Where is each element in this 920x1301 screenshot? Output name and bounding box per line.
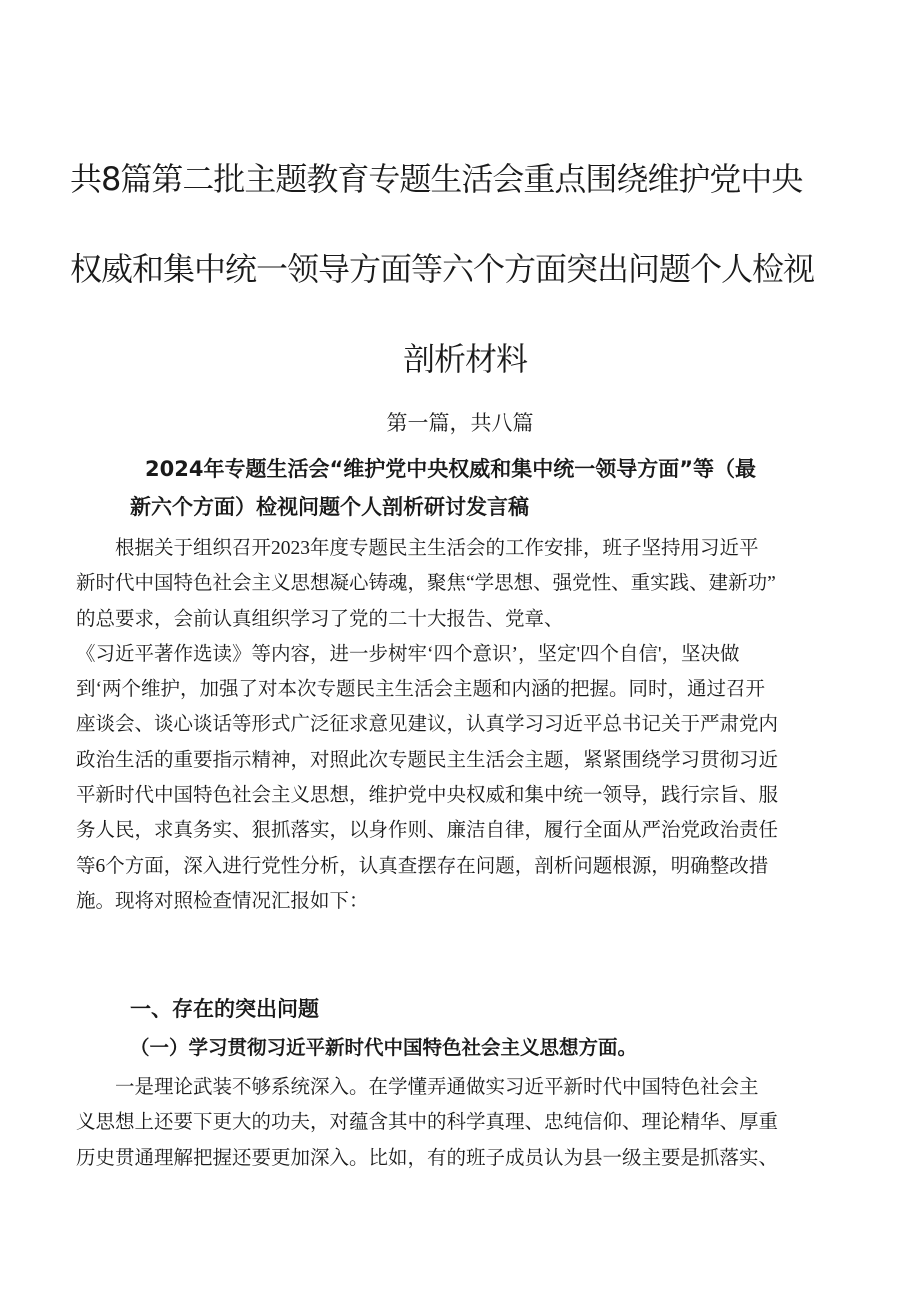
- text-line: 历史贯通理解把握还要更加深入。比如，有的班子成员认为县一级主要是抓落实、: [76, 1147, 779, 1169]
- section-heading-1: 一、存在的突出问题: [130, 997, 319, 1021]
- text-line: 根据关于组织召开2023年度专题民主生活会的工作安排，班子坚持用习近平: [76, 538, 759, 559]
- text-line: 到‘两个维护，加强了对本次专题民主生活会主题和内涵的把握。同时，通过召开: [76, 679, 765, 701]
- intro-paragraph: [76, 531, 866, 919]
- text-line: 的总要求，会前认真组织学习了党的二十大报告、党章、: [76, 608, 564, 630]
- title-line-1: 共8篇第二批主题教育专题生活会重点围绕维护党中央: [70, 160, 803, 198]
- article-subtitle: [130, 450, 870, 526]
- part-label: 第一篇，共八篇: [386, 411, 534, 435]
- subsection-heading-1: （一）学习贯彻习近平新时代中国特色社会主义思想方面。: [130, 1038, 638, 1059]
- text-line: 一是理论武装不够系统深入。在学懂弄通做实习近平新时代中国特色社会主: [76, 1077, 759, 1098]
- text-line: 《习近平著作选读》等内容，进一步树牢‘四个意识’，坚定'四个自信'，坚决做: [76, 643, 740, 665]
- document-title: [70, 134, 860, 404]
- text-line: 务人民，求真务实、狠抓落实，以身作则、廉洁自律，履行全面从严治党政治责任: [76, 820, 779, 842]
- body-paragraph: [76, 1070, 866, 1176]
- text-line: 座谈会、谈心谈话等形式广泛征求意见建议，认真学习习近平总书记关于严肃党内: [76, 714, 779, 736]
- text-line: 等6个方面，深入进行党性分析，认真查摆存在问题，剖析问题根源，明确整改措: [76, 855, 769, 877]
- title-line-3: 剖析材料: [402, 340, 527, 378]
- text-line: 新时代中国特色社会主义思想凝心铸魂，聚焦“学思想、强党性、重实践、建新功”: [76, 573, 776, 595]
- text-line: 施。现将对照检查情况汇报如下：: [76, 890, 369, 912]
- subtitle-line-2: 新六个方面）检视问题个人剖析研讨发言稿: [130, 495, 529, 519]
- text-line: 平新时代中国特色社会主义思想，维护党中央权威和集中统一领导，践行宗旨、服: [76, 785, 779, 807]
- text-line: 义思想上还要下更大的功夫，对蕴含其中的科学真理、忠纯信仰、理论精华、厚重: [76, 1112, 779, 1134]
- title-line-2: 权威和集中统一领导方面等六个方面突出问题个人检视: [70, 250, 815, 288]
- subtitle-line-1: 2024年专题生活会“维护党中央权威和集中统一领导方面”等（最: [145, 457, 757, 481]
- text-line: 政治生活的重要指示精神，对照此次专题民主生活会主题，紧紧围绕学习贯彻习近: [76, 749, 779, 771]
